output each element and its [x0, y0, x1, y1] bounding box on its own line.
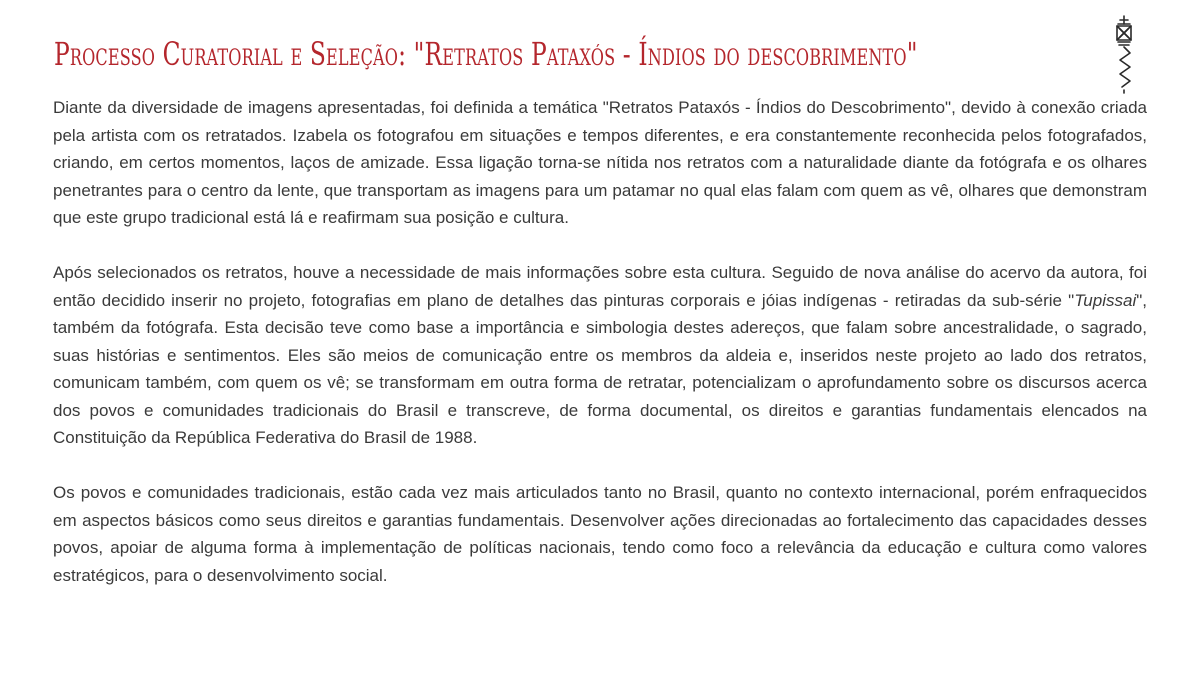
paragraph-2: [53, 259, 1147, 452]
subseries-name: Tupissai: [1074, 290, 1137, 310]
paragraph-2-end: ", também da fotógrafa. Esta decisão teve como base a importância e simbologia destes adereços, que falam sobre ancestralidade, o sagrado, suas histórias e sentimentos. Eles são meios de comunicação entre os membros da aldeia e, inseridos neste projeto ao lado dos retratos, comunicam também, com quem os vê; se transformam em outra forma de retratar, potencializam o aprofundamento sobre os discursos acerca dos povos e comunidades tradicionais do Brasil e transcreve, de forma documental, os direitos e garantias fundamentais elencados na Constituição da República Federativa do Brasil de 1988.: [53, 290, 1147, 447]
slide-title: Processo Curatorial e Seleção: "Retratos Pataxós - Índios do descobrimento": [54, 35, 918, 73]
body-text: [53, 94, 1147, 589]
paragraph-2-start: Após selecionados os retratos, houve a necessidade de mais informações sobre esta cultura. Seguido de nova análise do acervo da autora, foi então decidido inserir no projeto, fotografias em plano de detalhes das pinturas corporais e jóias indígenas - retiradas da sub-série ": [53, 263, 1147, 310]
ethnic-pattern-icon: [1110, 14, 1138, 94]
paragraph-3: Os povos e comunidades tradicionais, estão cada vez mais articulados tanto no Brasil, quanto no contexto internacional, porém enfraquecidos em aspectos básicos como seus direitos e garantias fundamentais. Desenvolver ações direcionadas ao fortalecimento das capacidades desses povos, apoiar de alguma forma à implementação de políticas nacionais, tendo como foco a relevância da educação e cultura como valores estratégicos, para o desenvolvimento social.: [53, 483, 1147, 585]
paragraph-1: Diante da diversidade de imagens apresentadas, foi definida a temática "Retratos Pataxós - Índios do Descobrimento", devido à conexão criada pela artista com os retratados. Izabela os fotografou em situações e tempos diferentes, e era constantemente reconhecida pelos fotografados, criando, em certos momentos, laços de amizade. Essa ligação torna-se nítida nos retratos com a naturalidade diante da fotógrafa e os olhares penetrantes para o centro da lente, que transportam as imagens para um patamar no qual elas falam com quem as vê, olhares que demonstram que este grupo tradicional está lá e reafirmam sua posição e cultura.: [53, 98, 1147, 227]
